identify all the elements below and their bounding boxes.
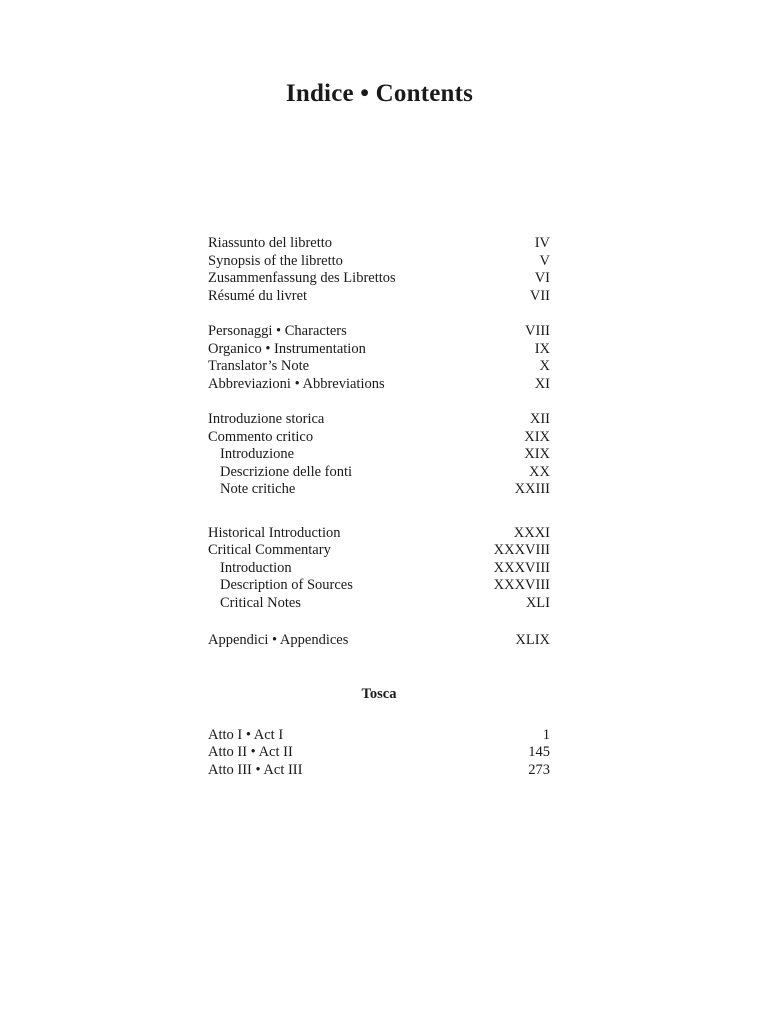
toc-subentry[interactable] (208, 577, 550, 595)
toc-entry-page: XXXVIII (493, 542, 550, 558)
toc-group-acts (208, 727, 550, 780)
toc-entry-label: Description of Sources (220, 577, 353, 593)
toc-entry-page: XLIX (515, 632, 550, 648)
toc-entry-page: 1 (542, 726, 550, 743)
toc-entry-label: Translator’s Note (208, 358, 310, 374)
toc-entry[interactable] (208, 235, 550, 253)
toc-entry-page: XX (529, 463, 550, 480)
toc-entry-label: Résumé du livret (208, 287, 308, 304)
toc-entry-label: Critical Notes (220, 594, 301, 611)
toc-subentry[interactable] (208, 446, 550, 464)
toc-entry[interactable] (208, 323, 550, 341)
toc-entry[interactable] (208, 744, 550, 762)
toc-group-appendices (208, 632, 550, 650)
toc-entry[interactable] (208, 358, 550, 376)
group-spacer (208, 612, 550, 632)
toc-entry-page: XLI (525, 594, 550, 611)
toc-entry[interactable] (208, 270, 550, 288)
toc-entry[interactable] (208, 727, 550, 745)
toc-entry-label: Atto I • Act I (208, 726, 284, 743)
toc-entry-page: XXXVIII (493, 577, 550, 593)
toc-entry-label: Personaggi • Characters (208, 323, 347, 339)
toc-entry-label: Atto II • Act II (208, 744, 293, 760)
toc-entry-page: V (539, 252, 550, 269)
toc-subentry[interactable] (208, 481, 550, 499)
toc-entry-label: Riassunto del libretto (208, 235, 333, 251)
toc-entry-label: Historical Introduction (208, 524, 341, 541)
page-title: Indice • Contents (285, 80, 474, 107)
toc-entry-label: Synopsis of the libretto (208, 252, 343, 269)
toc-entry-page: VIII (525, 323, 550, 339)
group-spacer (208, 499, 550, 525)
toc-entry-page: XXXI (513, 524, 550, 541)
group-spacer (208, 305, 550, 323)
toc-entry[interactable] (208, 376, 550, 394)
toc-entry-label: Commento critico (208, 428, 314, 445)
toc-entry-page: XXXVIII (493, 559, 550, 576)
toc-entry-label: Organico • Instrumentation (208, 340, 366, 357)
toc-group-italian-intro (208, 411, 550, 499)
toc-entry-label: Introduzione (220, 446, 295, 462)
table-of-contents (208, 235, 550, 779)
toc-subentry[interactable] (208, 464, 550, 482)
toc-group-english-intro (208, 525, 550, 613)
toc-entry-label: Note critiche (220, 481, 296, 497)
toc-subentry[interactable] (208, 560, 550, 578)
toc-entry-label: Introduzione storica (208, 411, 325, 427)
toc-entry-page: VII (529, 287, 550, 304)
toc-entry-label: Descrizione delle fonti (220, 463, 353, 480)
toc-entry[interactable] (208, 288, 550, 306)
toc-entry-page: XI (534, 375, 550, 392)
toc-entry-page: XXIII (514, 481, 550, 497)
toc-entry[interactable] (208, 525, 550, 543)
toc-entry-label: Critical Commentary (208, 542, 331, 558)
toc-entry[interactable] (208, 429, 550, 447)
group-spacer (208, 393, 550, 411)
toc-group-characters (208, 323, 550, 393)
toc-entry-label: Zusammenfassung des Librettos (208, 270, 396, 286)
toc-entry-page: IV (534, 235, 550, 251)
toc-entry-page: 145 (528, 744, 550, 760)
toc-entry[interactable] (208, 542, 550, 560)
toc-entry[interactable] (208, 253, 550, 271)
toc-entry[interactable] (208, 632, 550, 650)
toc-entry[interactable] (208, 411, 550, 429)
toc-entry-label: Appendici • Appendices (208, 632, 349, 648)
section-heading-opera: Tosca (361, 685, 397, 702)
toc-entry-label: Atto III • Act III (208, 761, 303, 778)
toc-entry-page: X (539, 358, 550, 374)
toc-group-summaries (208, 235, 550, 305)
toc-entry-page: IX (534, 340, 550, 357)
toc-entry-page: 273 (528, 761, 550, 778)
toc-entry-page: XII (529, 411, 550, 427)
toc-entry-page: XIX (524, 446, 550, 462)
toc-entry[interactable] (208, 762, 550, 780)
toc-entry-page: VI (534, 270, 550, 286)
toc-subentry[interactable] (208, 595, 550, 613)
toc-entry[interactable] (208, 341, 550, 359)
toc-entry-page: XIX (524, 428, 550, 445)
toc-entry-label: Abbreviazioni • Abbreviations (208, 375, 385, 392)
toc-entry-label: Introduction (220, 559, 292, 576)
